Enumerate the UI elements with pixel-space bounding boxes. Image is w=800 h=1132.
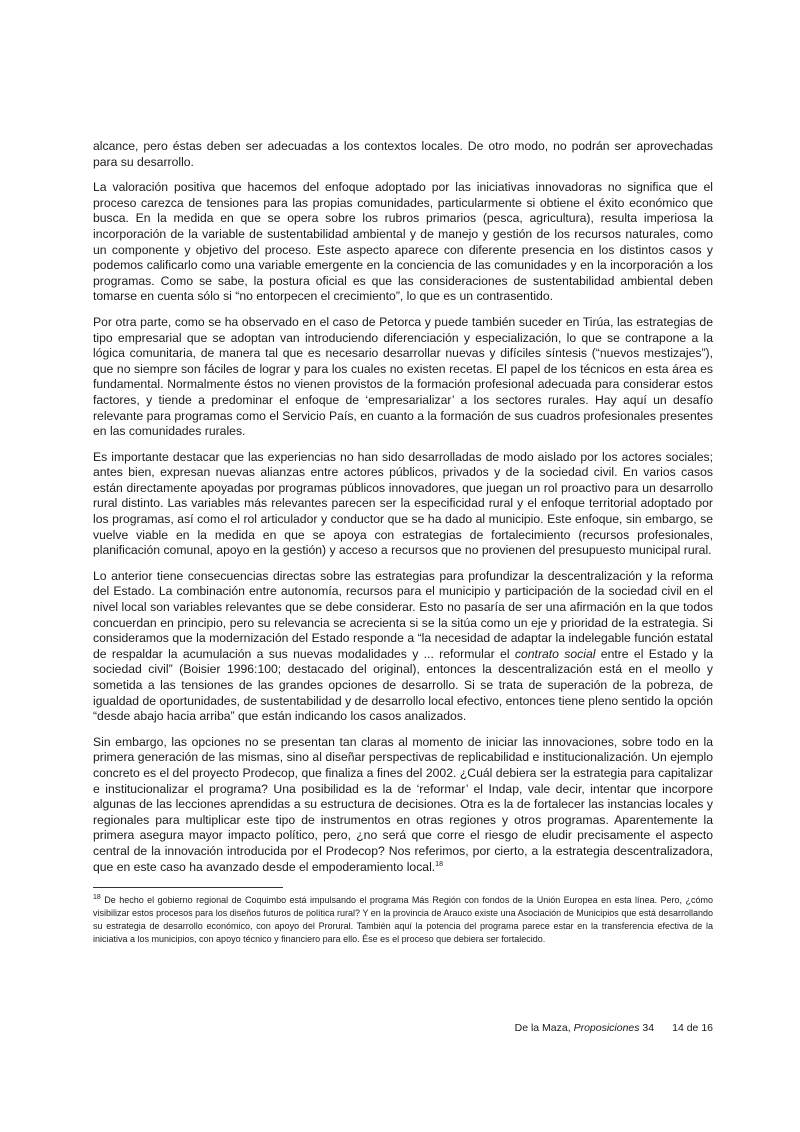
paragraph-5-text-b: entre el Estado y la sociedad civil” (Boisier 1996:100; destacado del original), entonces la descentralización está en el meollo y sometida a las tensiones de las grandes opciones de desarrollo. Si se trata de superación de la pobreza, de igualdad de oportunidades, de sustentabilidad y de desarrollo local efectivo, entonces tiene pleno sentido la opción “desde abajo hacia arriba” que están indicando los casos analizados. (93, 646, 713, 724)
footer-journal: Proposiciones (573, 1022, 640, 1034)
paragraph-5-text-a: Lo anterior tiene consecuencias directas sobre las estrategias para profundizar la descentralización y la reforma del Estado. La combinación entre autonomía, recursos para el municipio y participación de la sociedad civil en el nivel local son variables relevantes que se debe considerar. Esto no pasaría de ser una afirmación en la que todos concuerdan en principio, pero su relevancia se acrecienta si se la sitúa como un eje y prioridad de la estrategia. Si consideramos que la modernización del Estado responde a “la necesidad de adaptar la indelegable función estatal de respaldar la acumulación a sus nuevas modalidades y ... reformular el (93, 568, 713, 661)
paragraph-6 (93, 735, 713, 875)
footnote-divider (93, 887, 283, 888)
document-page (93, 139, 713, 946)
footnote-text: De hecho el gobierno regional de Coquimbo está impulsando el programa Más Región con fondos de la Unión Europea en esta línea. Pero, ¿cómo visibilizar estos procesos para los diseños futuros de política rural? Y en la provincia de Arauco existe una Asociación de Municipios que está desarrollando su estrategia de desarrollo económico, con apoyo del Prorural. También aquí la potencia del programa parece estar en la transferencia efectiva de la iniciativa a los municipios, con apoyo técnico y financiero para ello. Ése es el proceso que debiera ser fortalecido. (93, 895, 713, 945)
paragraph-4: Es importante destacar que las experiencias no han sido desarrolladas de modo aislado por los actores sociales; antes bien, expresan nuevas alianzas entre actores públicos, privados y de la sociedad civil. En varios casos están directamente apoyadas por programas públicos innovadores, que juegan un rol proactivo para un desarrollo rural distinto. Las variables más relevantes parecen ser la especificidad rural y el enfoque territorial adoptado por los programas, así como el rol articulador y conductor que se ha dado al municipio. Este enfoque, sin embargo, se vuelve viable en la medida en que se apoya con estrategias de fortalecimiento (recursos profesionales, planificación comunal, apoyo en la gestión) y acceso a recursos que no provienen del presupuesto municipal rural. (93, 449, 713, 558)
page-number: 14 de 16 (672, 1022, 713, 1034)
footer-author: De la Maza, (514, 1022, 574, 1034)
paragraph-5 (93, 569, 713, 725)
paragraph-2: La valoración positiva que hacemos del enfoque adoptado por las iniciativas innovadoras no significa que el proceso carezca de tensiones para las propias comunidades, particularmente si obtiene el éxito económico que busca. En la medida en que se opera sobre los rubros primarios (pesca, agricultura), resulta imperiosa la incorporación de la variable de sustentabilidad ambiental y de manejo y gestión de los recursos naturales, como un componente y objetivo del proceso. Este aspecto aparece con diferente presencia en los distintos casos y podemos calificarlo como una variable emergente en la conciencia de las comunidades y en la incorporación a los programas. Como se sabe, la postura oficial es que las consideraciones de sustentabilidad ambiental deben tomarse en cuenta sólo si “no entorpecen el crecimiento”, lo que es un contrasentido. (93, 180, 713, 304)
footnote-number: 18 (93, 894, 101, 902)
paragraph-1: alcance, pero éstas deben ser adecuadas a los contextos locales. De otro modo, no podrán ser aprovechadas para su desarrollo. (93, 139, 713, 169)
footnote-reference[interactable]: 18 (435, 860, 443, 868)
paragraph-6-text: Sin embargo, las opciones no se presentan tan claras al momento de iniciar las innovaciones, sobre todo en la primera generación de las mismas, sino al diseñar perspectivas de replicabilidad e institucionalización. Un ejemplo concreto es el del proyecto Prodecop, que finaliza a fines del 2002. ¿Cuál debiera ser la estrategia para capitalizar e institucionalizar el programa? Una posibilidad es la de ‘reformar’ el Indap, vale decir, intentar que incorpore algunas de las lecciones aprendidas a su estructura de decisiones. Otra es la de fortalecer las instancias locales y regionales para multiplicar este tipo de instrumentos en otras regiones y otros programas. Aparentemente la primera asegura mayor impacto político, pero, ¿no será que corre el riesgo de eludir precisamente el aspecto central de la innovación introducida por el Prodecop? Nos referimos, por cierto, a la estrategia descentralizadora, que en este caso ha avanzado desde el empoderamiento local. (93, 734, 713, 874)
paragraph-5-emphasis: contrato social (514, 646, 596, 661)
paragraph-3: Por otra parte, como se ha observado en el caso de Petorca y puede también suceder en Tirúa, las estrategias de tipo empresarial que se adoptan van introduciendo diferenciación y especialización, lo que se contrapone a la lógica comunitaria, de manera tal que es necesario desarrollar nuevas y difíciles síntesis (“nuevos mestizajes”), que no siempre son fáciles de lograr y para los cuales no existen recetas. El papel de los técnicos en esta área es fundamental. Normalmente éstos no vienen provistos de la formación profesional adecuada para considerar estos factores, y tiende a predominar el enfoque de ‘empresarializar’ a los sectores rurales. Hay aquí un desafío relevante para programas como el Servicio País, en cuanto a la formación de sus cuadros profesionales presentes en las comunidades rurales. (93, 314, 713, 439)
footnote (93, 894, 713, 946)
footer-issue: 34 (639, 1022, 655, 1034)
page-footer (478, 1022, 713, 1034)
